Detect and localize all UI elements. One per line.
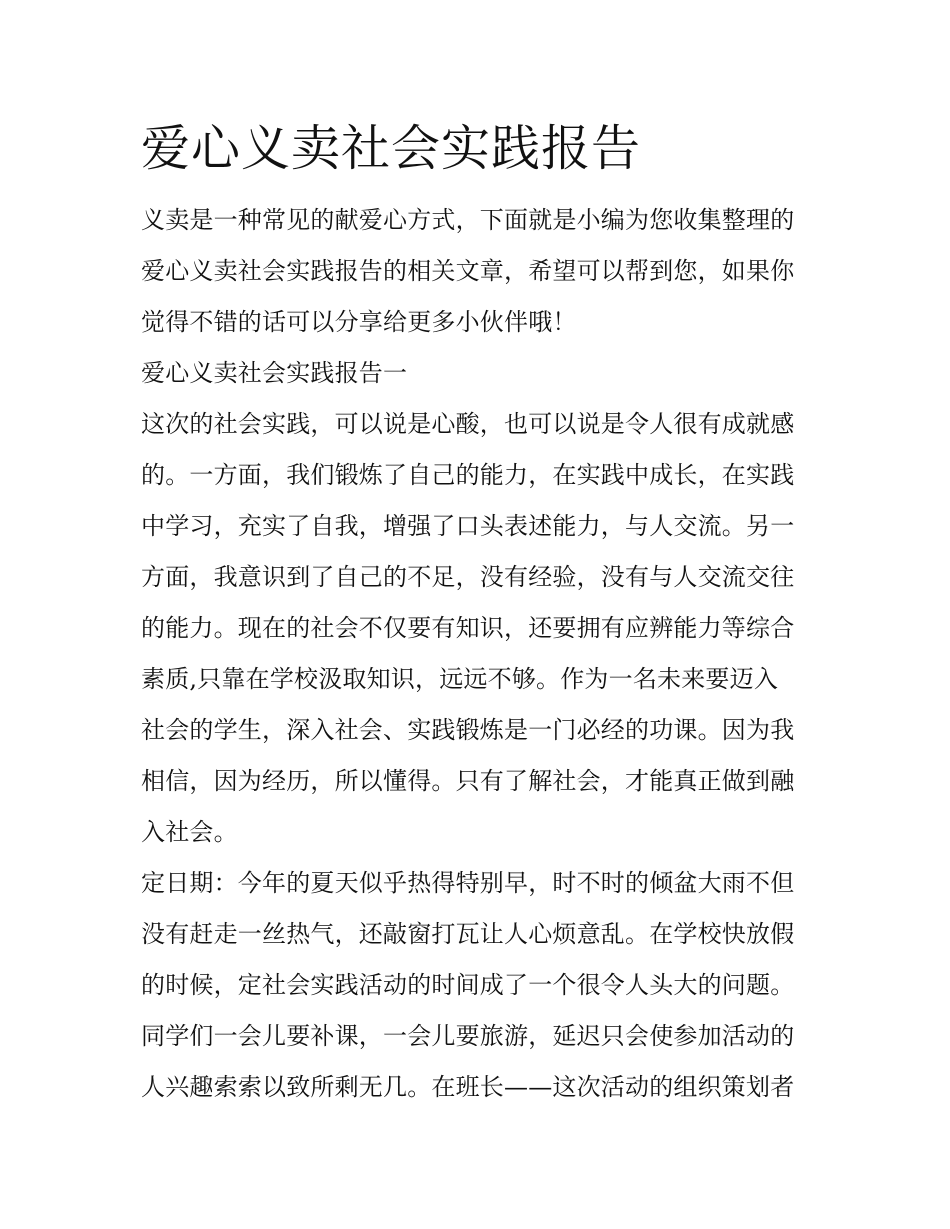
- document-title: 爱心义卖社会实践报告: [141, 120, 642, 177]
- text-line: 人兴趣索索以致所剩无几。在班长——这次活动的组织策划者: [141, 1073, 795, 1101]
- text-line: 中学习，充实了自我，增强了口头表述能力，与人交流。另一: [141, 512, 795, 540]
- text-line: 没有赶走一丝热气，还敲窗打瓦让人心烦意乱。在学校快放假: [141, 920, 795, 948]
- document-body: [141, 195, 813, 1113]
- text-line: 相信，因为经历，所以懂得。只有了解社会，才能真正做到融: [141, 767, 795, 795]
- text-line: 义卖是一种常见的献爱心方式，下面就是小编为您收集整理的: [141, 206, 795, 234]
- text-line: 素质,只靠在学校汲取知识，远远不够。作为一名未来要迈入: [141, 665, 779, 693]
- text-line: 定日期：今年的夏天似乎热得特别早，时不时的倾盆大雨不但: [141, 869, 795, 897]
- text-line: 社会的学生，深入社会、实践锻炼是一门必经的功课。因为我: [141, 716, 795, 744]
- text-line: 同学们一会儿要补课，一会儿要旅游，延迟只会使参加活动的: [141, 1022, 795, 1050]
- text-line: 的。一方面，我们锻炼了自己的能力，在实践中成长，在实践: [141, 461, 795, 489]
- text-line: 的时候，定社会实践活动的时间成了一个很令人头大的问题。: [141, 971, 795, 999]
- document-page: [141, 118, 813, 1113]
- text-line: 入社会。: [141, 818, 238, 846]
- section-heading: 爱心义卖社会实践报告一: [141, 359, 408, 387]
- text-line: 爱心义卖社会实践报告的相关文章，希望可以帮到您，如果你: [141, 257, 795, 285]
- text-line: 这次的社会实践，可以说是心酸，也可以说是令人很有成就感: [141, 410, 795, 438]
- text-line: 方面，我意识到了自己的不足，没有经验，没有与人交流交往: [141, 563, 795, 591]
- text-line: 的能力。现在的社会不仅要有知识，还要拥有应辨能力等综合: [141, 614, 795, 642]
- text-line: 觉得不错的话可以分享给更多小伙伴哦！: [141, 308, 577, 336]
